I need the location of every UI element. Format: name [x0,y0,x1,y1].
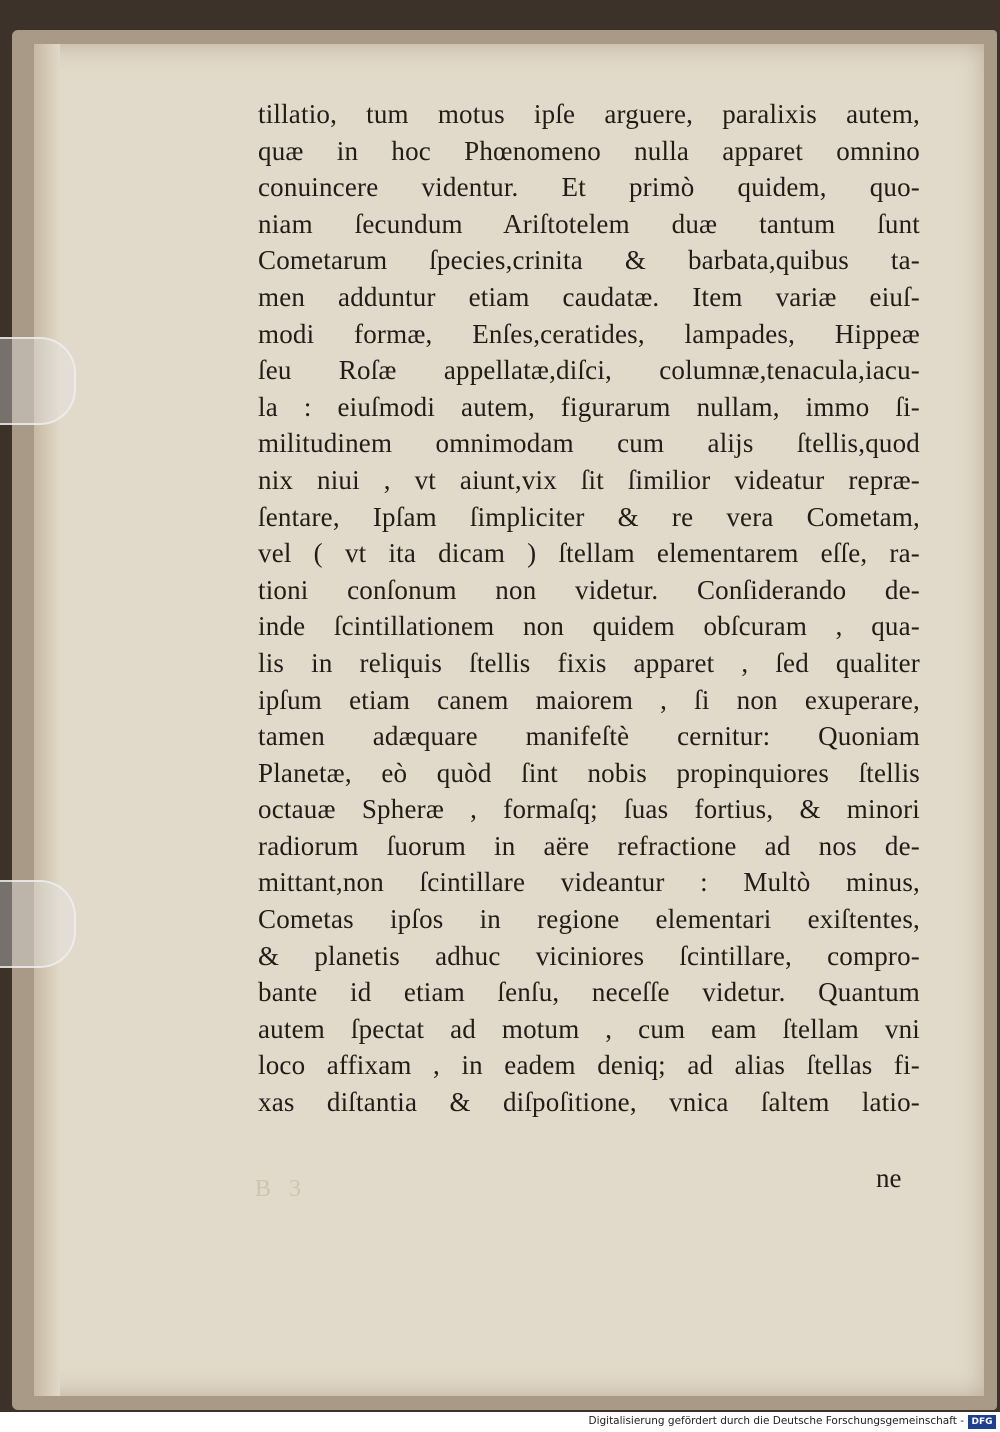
text-line: niam ſecundum Ariſtotelem duæ tantum ſunt [258,208,920,239]
footer-bar [0,1412,1000,1432]
text-line: Cometarum ſpecies,crinita & barbata,quibus ta- [258,245,920,276]
text-line: inde ſcintillationem non quidem obſcuram , qua- [258,611,920,642]
body-text [258,96,920,1121]
text-line: tillatio, tum motus ipſe arguere, paralixis autem, [258,99,920,129]
text-line: ſentare, Ipſam ſimpliciter & re vera Cometam, [258,501,920,532]
text-line: la : eiuſmodi autem, figurarum nullam, immo ſi- [258,391,920,422]
text-line: tioni conſonum non videtur. Conſiderando de- [258,574,920,605]
text-line: conuincere videntur. Et primò quidem, quo- [258,172,920,203]
text-line: & planetis adhuc viciniores ſcintillare, compro- [258,940,920,971]
text-line: Planetæ, eò quòd ſint nobis propinquiores ſtellis [258,757,920,788]
text-line: lis in reliquis ſtellis fixis apparet , ſed qualiter [258,647,920,678]
funding-notice: Digitalisierung gefördert durch die Deutsche Forschungsgemeinschaft - [588,1415,964,1427]
text-line: bante id etiam ſenſu, neceſſe videtur. Quantum [258,977,920,1008]
text-line: autem ſpectat ad motum , cum eam ſtellam vni [258,1013,920,1044]
text-line: octauæ Spheræ , formaſq; ſuas fortius, & minori [258,794,920,825]
page-clip-top [0,337,76,425]
text-line: ſeu Roſæ appellatæ,diſci, columnæ,tenacula,iacu- [258,355,920,386]
page-gutter-shadow [34,44,60,1396]
text-line: quæ in hoc Phœnomeno nulla apparet omnino [258,135,920,166]
text-line: Cometas ipſos in regione elementari exiſtentes, [258,904,920,935]
text-line: nix niui , vt aiunt,vix ſit ſimilior videatur repræ- [258,464,920,495]
text-line: mittant,non ſcintillare videantur : Multò minus, [258,867,920,898]
text-line: radiorum ſuorum in aëre refractione ad nos de- [258,830,920,861]
text-line: xas diſtantia & diſpoſitione, vnica ſaltem latio- [258,1087,920,1118]
page-clip-bottom [0,880,76,968]
text-line: vel ( vt ita dicam ) ſtellam elementarem eſſe, ra- [258,538,920,569]
text-line: loco affixam , in eadem deniq; ad alias ſtellas fi- [258,1050,920,1081]
bleed-through-signature: B 3 [255,1176,308,1202]
text-line: men adduntur etiam caudatæ. Item variæ eiuſ- [258,281,920,312]
catchword: ne [876,1163,902,1193]
text-line: militudinem omnimodam cum alijs ſtellis,quod [258,428,920,459]
text-line: ipſum etiam canem maiorem , ſi non exuperare, [258,684,920,715]
text-line: tamen adæquare manifeſtè cernitur: Quoniam [258,721,920,752]
dfg-logo: DFG [968,1415,996,1429]
text-line: modi formæ, Enſes,ceratides, lampades, Hippeæ [258,318,920,349]
